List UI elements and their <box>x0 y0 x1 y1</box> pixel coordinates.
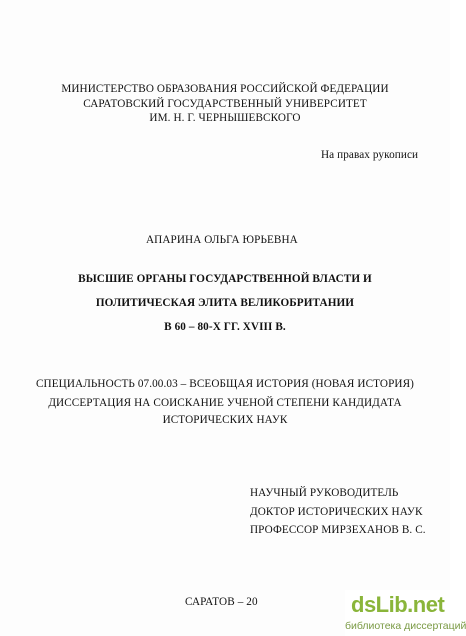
degree-line: ДИССЕРТАЦИЯ НА СОИСКАНИЕ УЧЕНОЙ СТЕПЕНИ КАНДИДАТА <box>48 397 402 409</box>
title-line-2: ПОЛИТИЧЕСКАЯ ЭЛИТА ВЕЛИКОБРИТАНИИ <box>95 297 355 309</box>
city-year: САРАТОВ – 20 <box>185 596 258 608</box>
ministry-heading: МИНИСТЕРСТВО ОБРАЗОВАНИЯ РОССИЙСКОЙ ФЕДЕРАЦИИ <box>61 83 389 95</box>
university-named-after: ИМ. Н. Г. ЧЕРНЫШЕВСКОГО <box>149 112 301 124</box>
title-line-3: В 60 – 80-Х ГГ. XVIII В. <box>164 321 286 333</box>
supervisor-label: НАУЧНЫЙ РУКОВОДИТЕЛЬ <box>250 487 399 499</box>
degree-field-line: ИСТОРИЧЕСКИХ НАУК <box>162 414 288 426</box>
supervisor-degree: ДОКТОР ИСТОРИЧЕСКИХ НАУК <box>250 506 423 518</box>
supervisor-name: ПРОФЕССОР МИРЗЕХАНОВ В. С. <box>250 524 426 536</box>
author-name: АПАРИНА ОЛЬГА ЮРЬЕВНА <box>146 234 298 246</box>
specialty-line: СПЕЦИАЛЬНОСТЬ 07.00.03 – ВСЕОБЩАЯ ИСТОРИЯ (НОВАЯ ИСТОРИЯ) <box>35 378 414 390</box>
watermark-logo: dsLib.net <box>351 592 445 617</box>
title-line-1: ВЫСШИЕ ОРГАНЫ ГОСУДАРСТВЕННОЙ ВЛАСТИ И <box>78 273 372 285</box>
watermark-subtitle: библиотека диссертаций <box>345 620 466 632</box>
university-heading: САРАТОВСКИЙ ГОСУДАРСТВЕННЫЙ УНИВЕРСИТЕТ <box>83 98 367 110</box>
watermark <box>345 590 466 636</box>
rights-note: На правах рукописи <box>321 149 419 161</box>
